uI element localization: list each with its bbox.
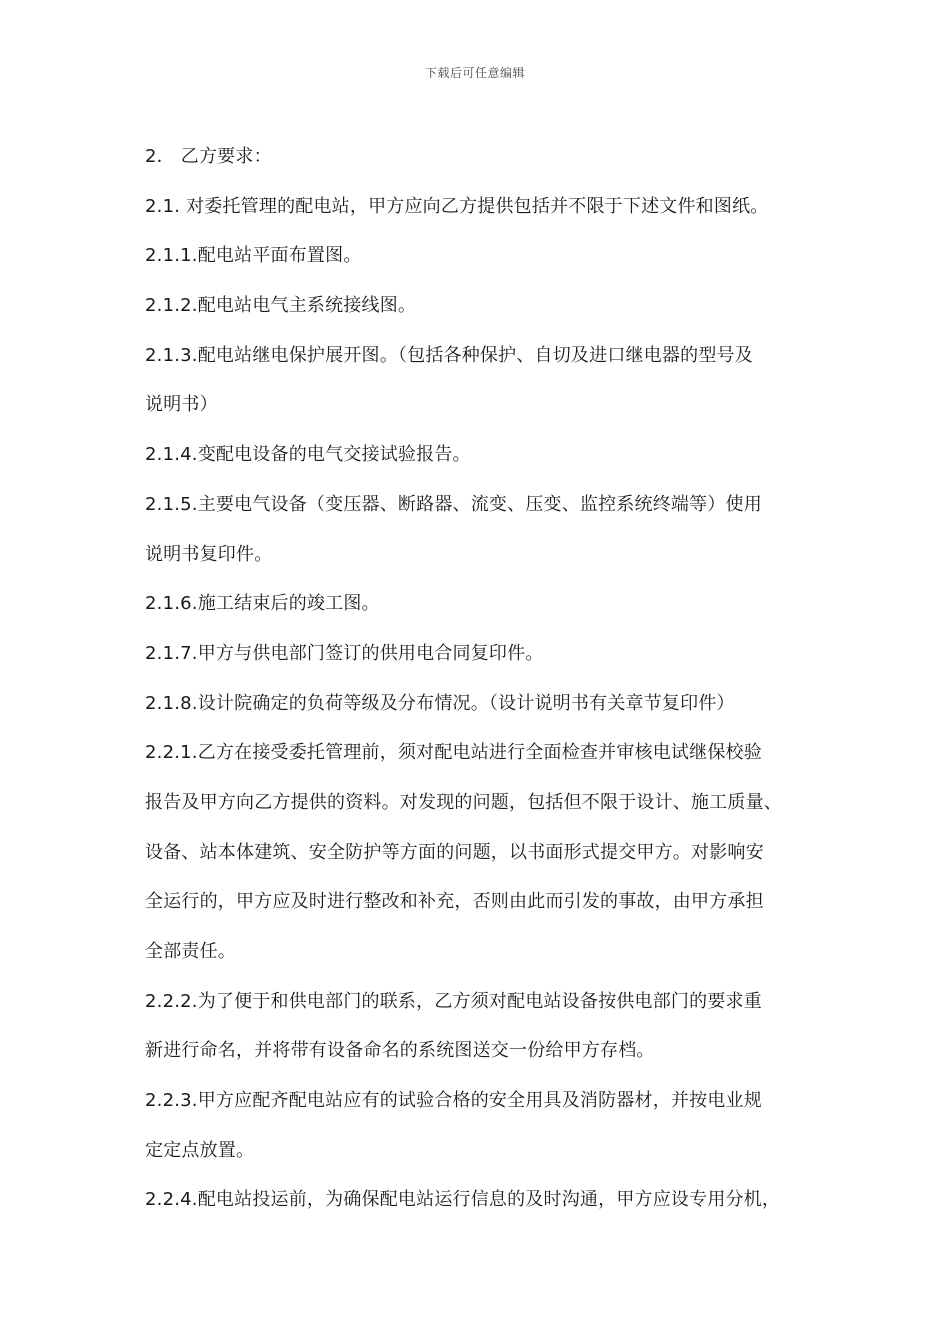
text-line: 全部责任。: [145, 941, 236, 962]
text-line: 2.1.1.配电站平面布置图。: [145, 245, 362, 267]
text-line: 2.1.3.配电站继电保护展开图。（包括各种保护、自切及进口继电器的型号及: [145, 344, 753, 366]
text-line: 全运行的，甲方应及时进行整改和补充，否则由此而引发的事故，由甲方承担: [145, 891, 764, 913]
document-body: [145, 132, 815, 1225]
text-line: 2.1.8.设计院确定的负荷等级及分布情况。（设计说明书有关章节复印件）: [145, 692, 735, 714]
text-line: 2.2.2.为了便于和供电部门的联系，乙方须对配电站设备按供电部门的要求重: [145, 990, 762, 1012]
text-line: 2.1.2.配电站电气主系统接线图。: [145, 295, 417, 317]
text-line: 2.2.1.乙方在接受委托管理前，须对配电站进行全面检查并审核电试继保校验: [145, 742, 762, 764]
text-line: 2.1.6.施工结束后的竣工图。: [145, 593, 380, 615]
text-line: 新进行命名，并将带有设备命名的系统图送交一份给甲方存档。: [145, 1040, 655, 1062]
text-line: 说明书复印件。: [145, 543, 273, 565]
text-line: 2.1.4.变配电设备的电气交接试验报告。: [145, 444, 471, 466]
text-line: 定定点放置。: [145, 1139, 255, 1161]
text-line: 2.1.5.主要电气设备（变压器、断路器、流变、压变、监控系统终端等）使用: [145, 493, 762, 515]
text-line: 报告及甲方向乙方提供的资料。对发现的问题，包括但不限于设计、施工质量、: [145, 791, 782, 813]
header-note: 下载后可任意编辑: [424, 66, 525, 80]
text-line: 2.1. 对委托管理的配电站，甲方应向乙方提供包括并不限于下述文件和图纸。: [145, 195, 769, 217]
text-line: 说明书）: [145, 394, 218, 416]
text-line: 2.2.3.甲方应配齐配电站应有的试验合格的安全用具及消防器材，并按电业规: [145, 1090, 762, 1112]
text-line: 2.2.4.配电站投运前，为确保配电站运行信息的及时沟通，甲方应设专用分机，: [145, 1189, 781, 1211]
text-line: 设备、站本体建筑、安全防护等方面的问题，以书面形式提交甲方。对影响安: [145, 841, 764, 863]
text-line: 2． 乙方要求：: [145, 146, 272, 167]
text-line: 2.1.7.甲方与供电部门签订的供用电合同复印件。: [145, 642, 544, 664]
